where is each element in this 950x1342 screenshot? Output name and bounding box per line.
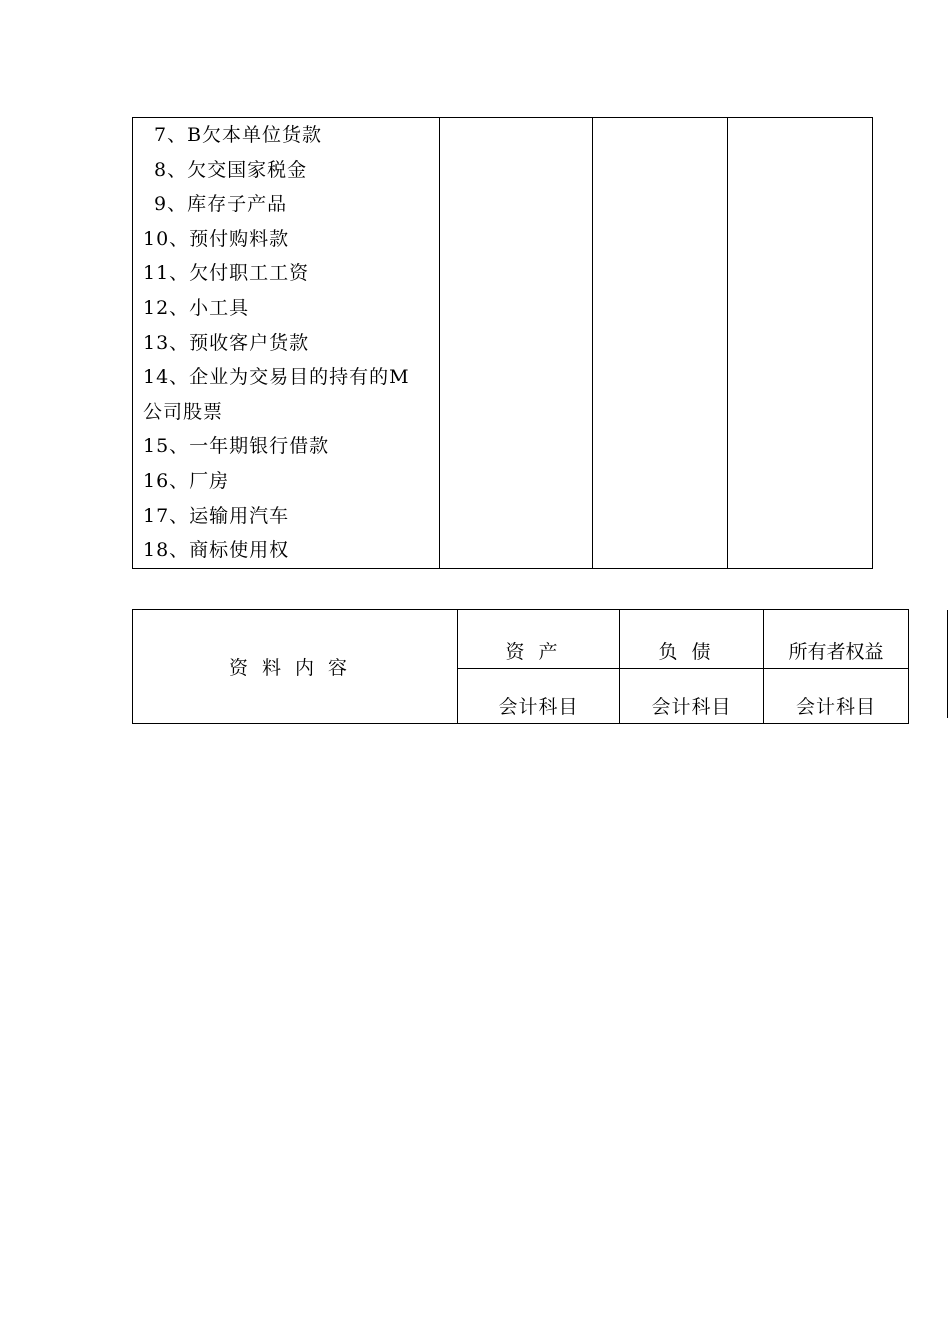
list-item: 7、B欠本单位货款	[154, 124, 323, 146]
equity-header: 所有者权益	[764, 610, 909, 669]
liabilities-cell	[593, 118, 728, 569]
list-item: 12、小工具	[143, 296, 250, 319]
account-items-table	[132, 117, 873, 569]
liabilities-header: 负债	[620, 610, 764, 669]
list-item: 17、运输用汽车	[143, 504, 290, 527]
page-edge-line	[947, 610, 948, 718]
list-item: 8、欠交国家税金	[154, 158, 308, 181]
account-label-liabilities: 会计科目	[620, 669, 764, 724]
list-item: 11、欠付职工工资	[143, 262, 310, 285]
content-header: 资料内容	[133, 610, 458, 724]
account-label-equity: 会计科目	[764, 669, 909, 724]
list-item: 10、预付购料款	[143, 227, 290, 250]
assets-cell	[440, 118, 593, 569]
list-item: 9、库存子产品	[154, 193, 288, 216]
assets-header: 资产	[458, 610, 620, 669]
list-item: 15、一年期银行借款	[143, 435, 330, 458]
account-label-assets: 会计科目	[458, 669, 620, 724]
classification-header-table	[132, 609, 909, 724]
list-item: 16、厂房	[143, 469, 230, 492]
table-row	[133, 118, 873, 569]
list-item: 14、企业为交易目的持有的M	[143, 366, 410, 389]
list-item: 18、商标使用权	[143, 539, 290, 562]
list-item: 13、预收客户货款	[143, 331, 310, 354]
list-item: 公司股票	[143, 400, 224, 423]
equity-cell	[728, 118, 873, 569]
items-cell	[133, 118, 440, 569]
table-row	[133, 610, 909, 669]
